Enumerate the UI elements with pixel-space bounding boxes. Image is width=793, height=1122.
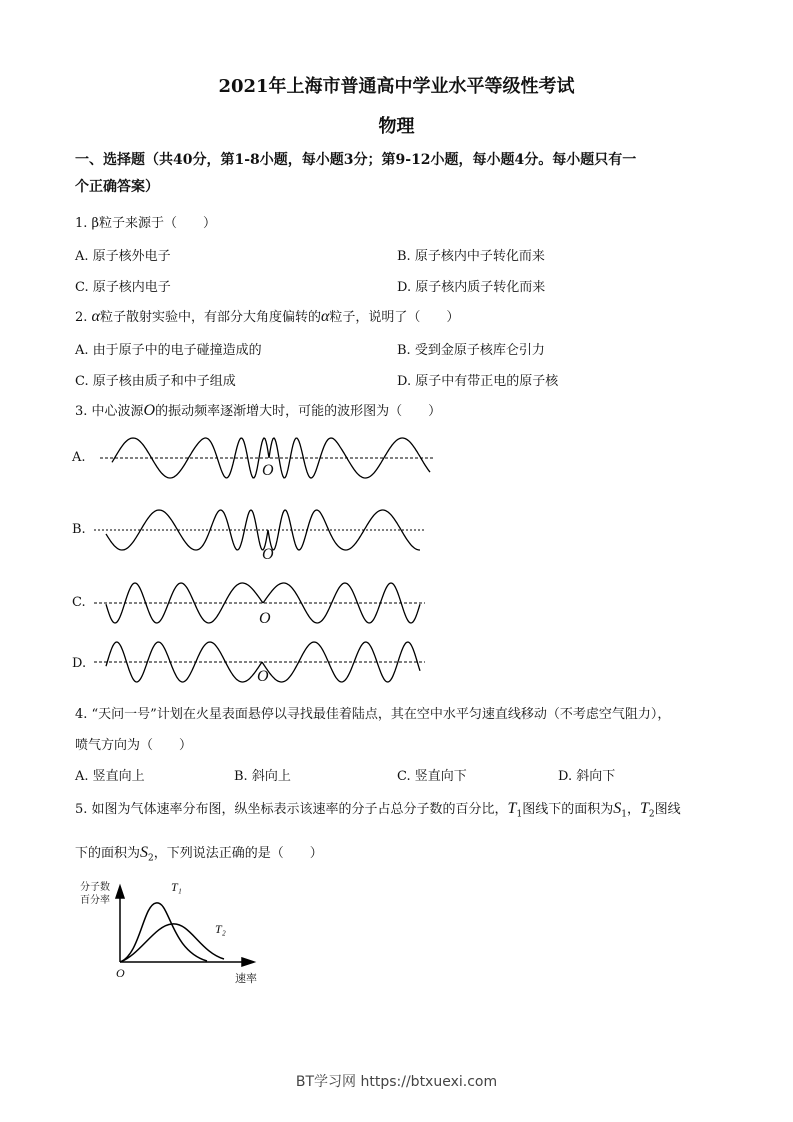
q4-option-a: A. 竖直向上	[75, 769, 145, 784]
q2-option-a: A. 由于原子中的电子碰撞造成的	[75, 343, 262, 358]
origin-label-a: O	[262, 462, 274, 479]
q5-stem: 5. 如图为气体速率分布图，纵坐标表示该速率的分子占总分子数的百分比，$T_1$图线下的面积为$S_1$，$T_2$图线	[75, 800, 681, 820]
section-header-cont: 个正确答案）	[75, 179, 159, 195]
q3-label-c: C.	[72, 595, 86, 610]
q2-stem: 2. α粒子散射实验中，有部分大角度偏转的α粒子，说明了（ ）	[75, 308, 460, 325]
q3-label-d: D.	[72, 656, 87, 671]
q1-option-a: A. 原子核外电子	[75, 249, 171, 264]
x-axis-arrow	[242, 958, 254, 966]
y-axis-label-2: 百分率	[80, 895, 110, 906]
section-header: 一、选择题（共40分，第1-8小题，每小题3分；第9-12小题，每小题4分。每小题只有一	[75, 152, 637, 168]
graph-origin: O	[116, 966, 125, 980]
curve-label-t2: T₂	[215, 922, 226, 936]
subject-title: 物理	[378, 116, 415, 137]
q1-option-b: B. 原子核内中子转化而来	[397, 249, 545, 264]
q4-stem: 4. “天问一号”计划在火星表面悬停以寻找最佳着陆点，其在空中水平匀速直线移动（不考虑空气阻力），	[75, 707, 671, 722]
q2-option-c: C. 原子核由质子和中子组成	[75, 374, 236, 389]
q3-stem: 3. 中心波源O的振动频率逐渐增大时，可能的波形图为（ ）	[75, 402, 442, 419]
q3-label-b: B.	[72, 522, 86, 537]
footer-watermark: BT学习网 https://btxuexi.com	[295, 1074, 498, 1090]
q4-option-b: B. 斜向上	[234, 769, 291, 784]
q5-stem-cont: 下的面积为$S_2$，下列说法正确的是（ ）	[75, 844, 323, 864]
q3-label-a: A.	[72, 450, 86, 465]
q4-stem-cont: 喷气方向为（ ）	[75, 738, 193, 753]
curve-t1	[120, 903, 207, 962]
q4-option-d: D. 斜向下	[558, 769, 616, 784]
q1-stem: 1. β粒子来源于（ ）	[75, 216, 217, 231]
exam-title: 2021年上海市普通高中学业水平等级性考试	[218, 76, 575, 97]
y-axis-label-1: 分子数	[80, 882, 110, 893]
q4-option-c: C. 竖直向下	[397, 769, 467, 784]
q2-option-b: B. 受到金原子核库仑引力	[397, 343, 545, 358]
q1-option-c: C. 原子核内电子	[75, 280, 171, 295]
q2-option-d: D. 原子中有带正电的原子核	[397, 374, 559, 389]
origin-label-b: O	[262, 546, 274, 563]
curve-label-t1: T₁	[171, 880, 182, 894]
x-axis-label: 速率	[235, 972, 257, 985]
y-axis-arrow	[116, 886, 124, 898]
origin-label-c: O	[259, 610, 271, 627]
origin-label-d: O	[257, 668, 269, 685]
q1-option-d: D. 原子核内质子转化而来	[397, 280, 546, 295]
